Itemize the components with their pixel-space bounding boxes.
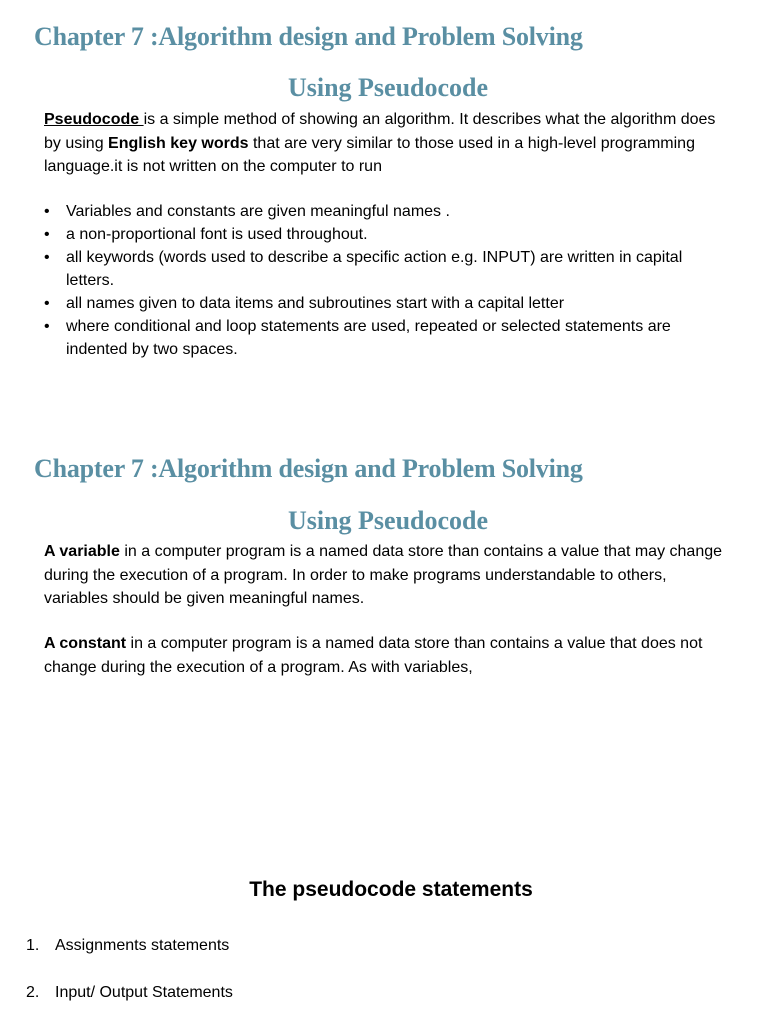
definition-text-2: that are very similar to those used in a high-level programming language.it is not written on the computer to run	[44, 134, 695, 175]
bullet-icon: •	[44, 249, 50, 266]
list-item-text: a non-proportional font is used throughout.	[66, 226, 368, 243]
item-label: Assignments statements	[55, 937, 230, 954]
list-item	[44, 200, 734, 223]
item-number: 2.	[26, 984, 40, 1001]
statements-heading: The pseudocode statements	[249, 878, 533, 901]
item-number: 1.	[26, 937, 40, 954]
section-subtitle-2: Using Pseudocode	[287, 506, 489, 535]
list-item-text: all keywords (words used to describe a specific action e.g. INPUT) are written in capital letters.	[66, 249, 683, 289]
pseudocode-term: Pseudocode	[44, 111, 144, 128]
variable-definition	[44, 540, 734, 611]
constant-term: A constant	[44, 635, 127, 652]
list-item	[44, 246, 734, 292]
list-item	[44, 315, 734, 361]
bullet-icon: •	[44, 318, 50, 335]
bullet-icon: •	[44, 203, 50, 220]
chapter-title-2: Chapter 7 :Algorithm design and Problem Solving	[34, 454, 583, 483]
constant-definition	[44, 632, 734, 679]
section-subtitle-1: Using Pseudocode	[287, 73, 489, 102]
list-item-text: all names given to data items and subroutines start with a capital letter	[66, 295, 565, 312]
bullet-icon: •	[44, 295, 50, 312]
variable-term: A variable	[44, 543, 120, 560]
list-item	[44, 223, 734, 246]
numbered-item-input-output	[26, 984, 233, 1002]
pseudocode-rules-list	[44, 200, 734, 361]
chapter-title-1: Chapter 7 :Algorithm design and Problem Solving	[34, 22, 583, 51]
pseudocode-definition	[44, 108, 734, 179]
list-item-text: Variables and constants are given meaningful names .	[66, 203, 450, 220]
english-keywords-term: English key words	[108, 134, 249, 152]
definition-text-1: is a simple method of showing an algorithm. It describes what the algorithm does by using	[44, 111, 716, 152]
constant-text: in a computer program is a named data store than contains a value that does not change during the execution of a program. As with variables,	[44, 635, 703, 676]
variable-text: in a computer program is a named data store than contains a value that may change during the execution of a program. In order to make programs understandable to others, variables should be given meaningful names.	[44, 543, 723, 607]
item-label: Input/ Output Statements	[55, 984, 233, 1001]
bullet-icon: •	[44, 226, 50, 243]
list-item	[44, 292, 734, 315]
numbered-item-assignments	[26, 937, 229, 955]
list-item-text: where conditional and loop statements are used, repeated or selected statements are indented by two spaces.	[66, 318, 671, 358]
